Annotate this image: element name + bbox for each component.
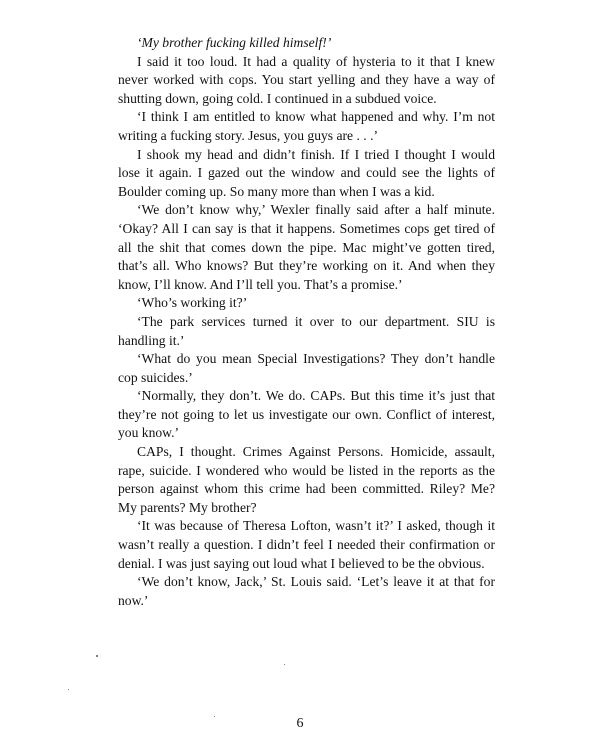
scan-speck bbox=[96, 655, 98, 657]
scan-speck bbox=[284, 664, 285, 665]
paragraph: ‘My brother fucking killed himself!’ bbox=[137, 35, 332, 50]
paragraph: ‘Who’s working it?’ bbox=[137, 295, 248, 311]
scan-speck bbox=[68, 689, 69, 690]
paragraph: I shook my head and didn’t finish. If I tried I thought I would lose it again. I gazed out the window and could see the lights of Boulder coming up. So many more than when I was a kid. bbox=[118, 146, 495, 199]
paragraph: CAPs, I thought. Crimes Against Persons. Homicide, assault, rape, suicide. I wondered who would be listed in the reports as the person against whom this crime had been committed. Riley? Me? My parents? My brother? bbox=[118, 444, 495, 515]
paragraph: ‘We don’t know, Jack,’ St. Louis said. ‘Let’s leave it at that for now.’ bbox=[118, 574, 495, 608]
paragraph: ‘The park services turned it over to our department. SIU is handling it.’ bbox=[118, 313, 495, 348]
paragraph: ‘I think I am entitled to know what happened and why. I’m not writing a fucking story. Jesus, you guys are . . .’ bbox=[118, 109, 495, 143]
body-text bbox=[118, 34, 495, 610]
paragraph: ‘Normally, they don’t. We do. CAPs. But this time it’s just that they’re not going to let us investigate our own. Conflict of interest, you know.’ bbox=[118, 388, 495, 441]
paragraph: ‘We don’t know why,’ Wexler finally said after a half minute. ‘Okay? All I can say is that it happens. Sometimes cops get tired of all the shit that comes down the pipe. Mac might’ve gotten tired, that’s all. Who knows? But they’re working on it. And when they know, I’ll know. And I’ll tell you. That’s a promise.’ bbox=[118, 202, 495, 292]
paragraph: ‘What do you mean Special Investigations? They don’t handle cop suicides.’ bbox=[118, 351, 495, 385]
page-number: 6 bbox=[296, 716, 304, 731]
paragraph: I said it too loud. It had a quality of hysteria to it that I knew never worked with cops. You start yelling and they have a way of shutting down, going cold. I continued in a subdued voice. bbox=[118, 53, 495, 106]
paragraph: ‘It was because of Theresa Lofton, wasn’t it?’ I asked, though it wasn’t really a question. I didn’t feel I needed their confirmation or denial. I was just saying out loud what I believed to be the obvious. bbox=[118, 518, 495, 571]
